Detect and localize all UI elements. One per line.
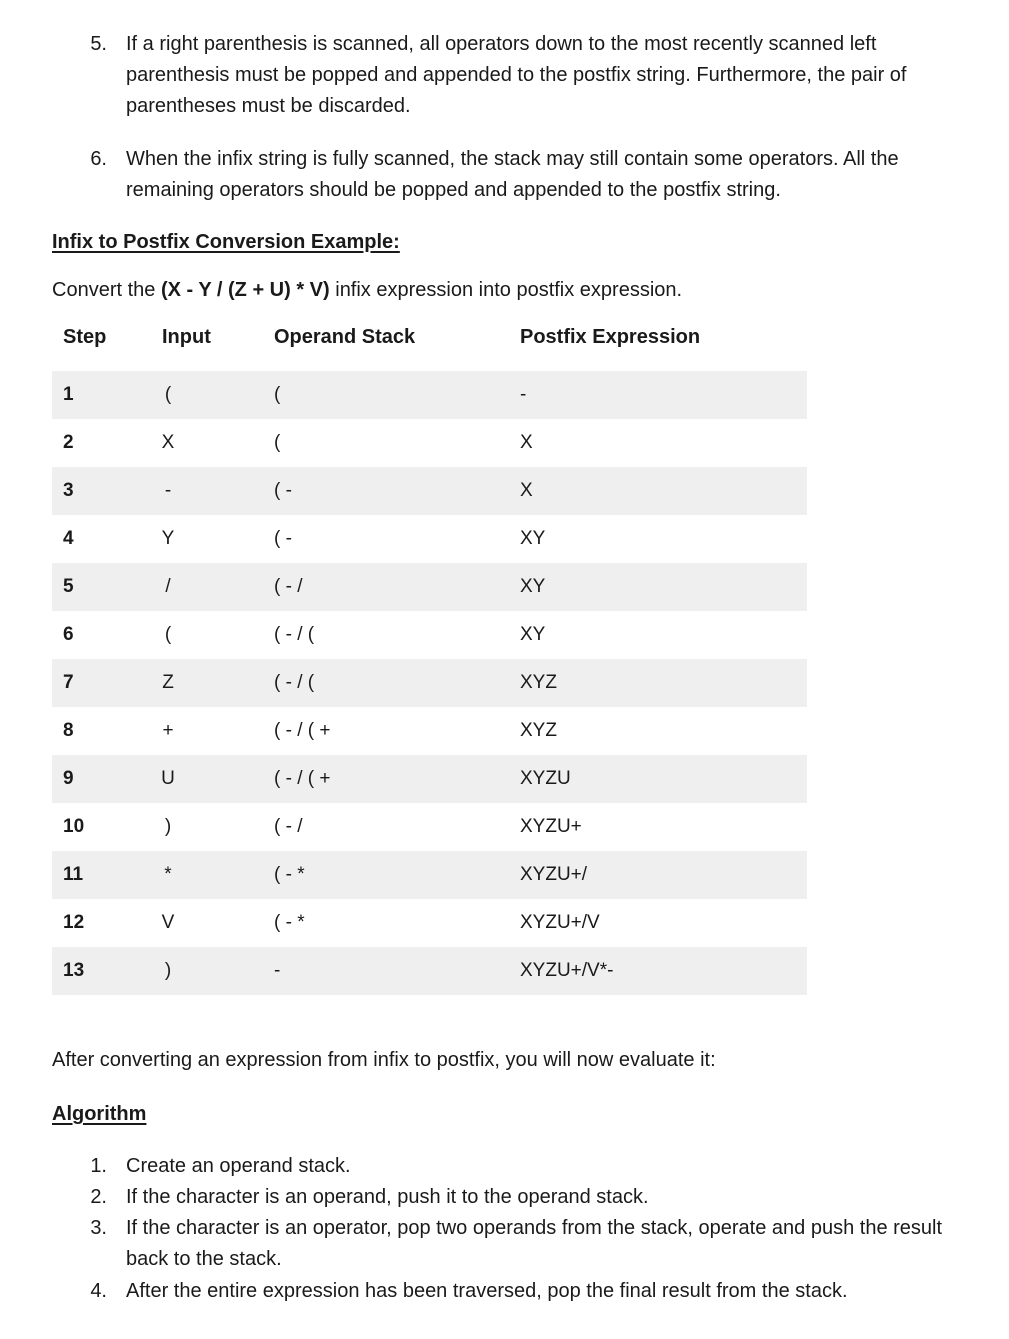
cell-input: / [165, 576, 171, 597]
list-number: 5. [90, 33, 107, 55]
cell-postfix: XY [520, 528, 546, 549]
cell-postfix: XYZU+/V*- [520, 960, 614, 981]
cell-input: ) [164, 816, 172, 837]
table-row [52, 947, 807, 995]
table-row [52, 851, 807, 899]
table-row [52, 515, 807, 563]
cell-postfix: X [520, 480, 533, 501]
table-row [52, 419, 807, 467]
cell-input: ( [164, 624, 172, 645]
table-row [52, 755, 807, 803]
list-text-line: parenthesis must be popped and appended to the postfix string. Furthermore, the pair of [126, 64, 907, 86]
table-row [52, 371, 807, 419]
cell-step: 8 [63, 720, 74, 741]
cell-operand-stack: ( [274, 384, 281, 405]
cell-postfix: XYZU [520, 768, 571, 789]
cell-postfix: XYZU+/ [520, 864, 588, 885]
table-row [52, 659, 807, 707]
after-conversion-text: After converting an expression from infix to postfix, you will now evaluate it: [52, 1049, 716, 1071]
algorithm-step-text: After the entire expression has been traversed, pop the final result from the stack. [126, 1280, 848, 1302]
table-row [52, 611, 807, 659]
cell-step: 9 [63, 768, 74, 789]
header-postfix-expression: Postfix Expression [520, 326, 701, 348]
cell-step: 4 [63, 528, 74, 549]
header-input: Input [162, 326, 211, 348]
cell-postfix: XYZ [520, 720, 557, 741]
cell-operand-stack: ( - / ( + [274, 768, 331, 789]
cell-step: 3 [63, 480, 74, 501]
cell-step: 10 [63, 816, 85, 837]
cell-input: - [164, 480, 172, 501]
cell-operand-stack: ( - / [274, 816, 303, 837]
example-heading: Infix to Postfix Conversion Example: [52, 231, 400, 253]
convert-expression: (X - Y / (Z + U) * V) [160, 279, 330, 301]
algorithm-heading: Algorithm [52, 1103, 147, 1125]
cell-operand-stack: ( - * [274, 864, 305, 885]
algorithm-step-text: If the character is an operand, push it to the operand stack. [126, 1186, 649, 1208]
cell-operand-stack: ( - [274, 528, 292, 549]
convert-prefix: Convert the [52, 279, 161, 301]
cell-operand-stack: ( [274, 432, 281, 453]
cell-postfix: X [520, 432, 533, 453]
cell-postfix: XYZ [520, 672, 557, 693]
list-number: 6. [90, 148, 107, 170]
cell-input: ( [164, 384, 172, 405]
cell-step: 7 [63, 672, 74, 693]
cell-input: V [161, 912, 175, 933]
list-number: 4. [90, 1280, 107, 1302]
cell-input: X [161, 432, 175, 453]
list-text-line: When the infix string is fully scanned, the stack may still contain some operators. All the [126, 148, 899, 170]
cell-postfix: XY [520, 624, 546, 645]
cell-postfix: XY [520, 576, 546, 597]
cell-operand-stack: ( - / ( + [274, 720, 331, 741]
cell-postfix: XYZU+ [520, 816, 582, 837]
cell-input: Z [162, 672, 174, 693]
cell-step: 6 [63, 624, 74, 645]
header-step: Step [63, 326, 107, 348]
list-number: 2. [90, 1186, 107, 1208]
table-row [52, 563, 807, 611]
algorithm-step-text: Create an operand stack. [126, 1155, 351, 1177]
cell-operand-stack: ( - / [274, 576, 303, 597]
cell-step: 2 [63, 432, 74, 453]
cell-input: + [162, 720, 174, 741]
algorithm-step-text: back to the stack. [126, 1248, 282, 1270]
convert-sentence [52, 275, 682, 306]
cell-step: 13 [63, 960, 85, 981]
cell-step: 1 [63, 384, 74, 405]
algorithm-step-text: If the character is an operator, pop two operands from the stack, operate and push the result [126, 1217, 943, 1239]
table-row [52, 707, 807, 755]
cell-step: 5 [63, 576, 74, 597]
cell-input: * [164, 864, 172, 885]
cell-operand-stack: ( - * [274, 912, 305, 933]
header-operand-stack: Operand Stack [274, 326, 416, 348]
cell-input: ) [164, 960, 172, 981]
cell-operand-stack: ( - [274, 480, 292, 501]
cell-input: Y [161, 528, 175, 549]
list-number: 3. [90, 1217, 107, 1239]
table-row [52, 899, 807, 947]
convert-suffix: infix expression into postfix expression. [329, 279, 683, 301]
cell-operand-stack: ( - / ( [274, 624, 315, 645]
table-row [52, 803, 807, 851]
cell-postfix: - [520, 384, 527, 405]
list-text-line: parentheses must be discarded. [126, 95, 411, 117]
cell-operand-stack: ( - / ( [274, 672, 315, 693]
cell-step: 11 [63, 864, 84, 885]
table-row [52, 467, 807, 515]
cell-input: U [161, 768, 175, 789]
list-text-line: If a right parenthesis is scanned, all operators down to the most recently scanned left [126, 33, 877, 55]
cell-operand-stack: - [274, 960, 281, 981]
cell-postfix: XYZU+/V [520, 912, 600, 933]
cell-step: 12 [63, 912, 85, 933]
list-text-line: remaining operators should be popped and appended to the postfix string. [126, 179, 781, 201]
list-number: 1. [90, 1155, 107, 1177]
